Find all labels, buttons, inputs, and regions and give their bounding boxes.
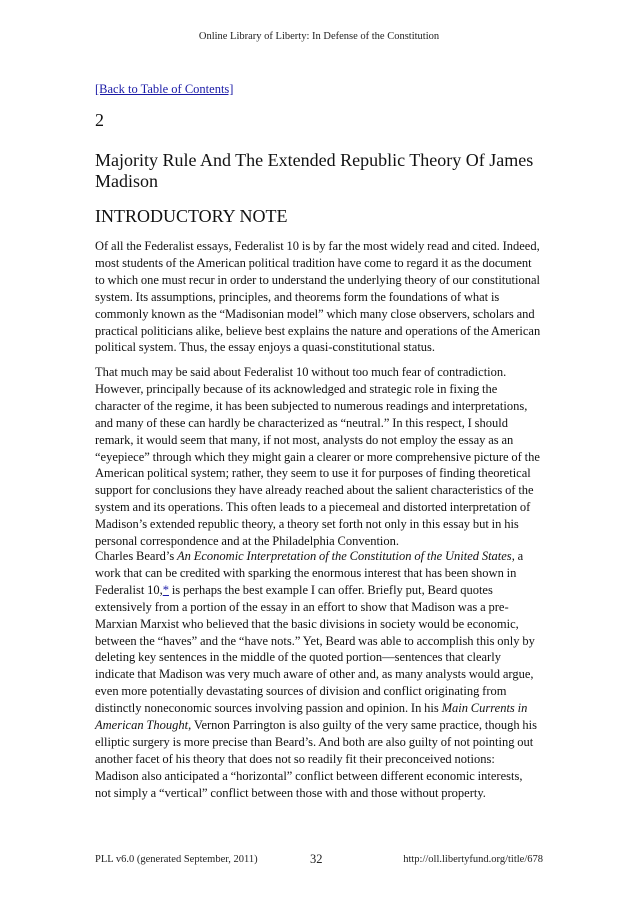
paragraph-2: That much may be said about Federalist 10 without too much fear of contradiction. However, principally because of its acknowledged and strategic role in fixing the character of the regime, it has been subjected to numerous readings and interpretations, and many of these can hardly be characterized as “neutral.” In this respect, I should remark, it would seem that many, if not most, analysts do not employ the essay as an “eyepiece” through which they might gain a clearer or more comprehensive picture of the American political system; rather, they seem to use it for purposes of finding theoretical support for conclusions they have already reached about the salient characteristics of the system and its operations. This often leads to a piecemeal and distorted interpretation of Madison’s extended republic theory, a theory set forth not only in this essay but in his personal correspondence and at the Philadelphia Convention. [95,365,540,549]
paragraph-3-text-4: , Vernon Parrington is also guilty of the very same practice, though his elliptic surgery is more precise than Beard’s. And both are also guilty of not pointing out another facet of his theory that does not so readily fit their preconceived notions: Madison also anticipated a “horizontal” conflict between different economic interests, not simply a “vertical” conflict between those with and those without property. [95,718,537,800]
footer-url: http://oll.libertyfund.org/title/678 [403,854,543,865]
paragraph-3 [95,548,541,802]
running-header: Online Library of Liberty: In Defense of the Constitution [198,31,440,42]
footnote-link[interactable]: * [162,582,169,597]
page-footer [95,852,543,868]
footer-generation-note: PLL v6.0 (generated September, 2011) [95,854,258,865]
paragraph-3-text-3: is perhaps the best example I can offer. Briefly put, Beard quotes extensively from a portion of the essay in an effort to show that Madison was a pre-Marxian Marxist who believed that the basic divisions in society would be economic, between the “haves” and the “have nots.” Yet, Beard was able to accomplish this only by deleting key sentences in the middle of the quoted portion—sentences that clearly indicate that Madison was very much aware of other and, as many analysts would argue, even more potentially devastating sources of division and conflict originating from distinctly noneconomic sources involving passion and opinion. In his [95,582,535,716]
section-heading: INTRODUCTORY NOTE [95,206,288,226]
page-number: 32 [310,852,323,866]
paragraph-3-text-1: Charles Beard’s [95,549,178,563]
paragraph-1: Of all the Federalist essays, Federalist 10 is by far the most widely read and cited. Indeed, most students of the American political tradition have come to regard it as the document to which one must recur in order to understand the underlying theory of our constitutional system. Its assumptions, principles, and theorems form the foundations of what is commonly known as the “Madisonian model” which many close observers, scholars and practical politicians alike, believe best explains the nature and operations of the American political system. Thus, the essay enjoys a quasi-constitutional status. [95,239,541,355]
back-to-toc-link[interactable]: [Back to Table of Contents] [95,82,234,96]
paragraph-3-text-2: , a work that can be credited with sparking the enormous interest that has been shown in Federalist 10, [95,549,524,597]
chapter-number: 2 [95,110,104,130]
chapter-title: Majority Rule And The Extended Republic Theory Of James Madison [95,150,534,191]
book-title-parrington: Main Currents in American Thought [95,701,528,733]
book-title-beard: An Economic Interpretation of the Constitution of the United States [177,549,512,563]
